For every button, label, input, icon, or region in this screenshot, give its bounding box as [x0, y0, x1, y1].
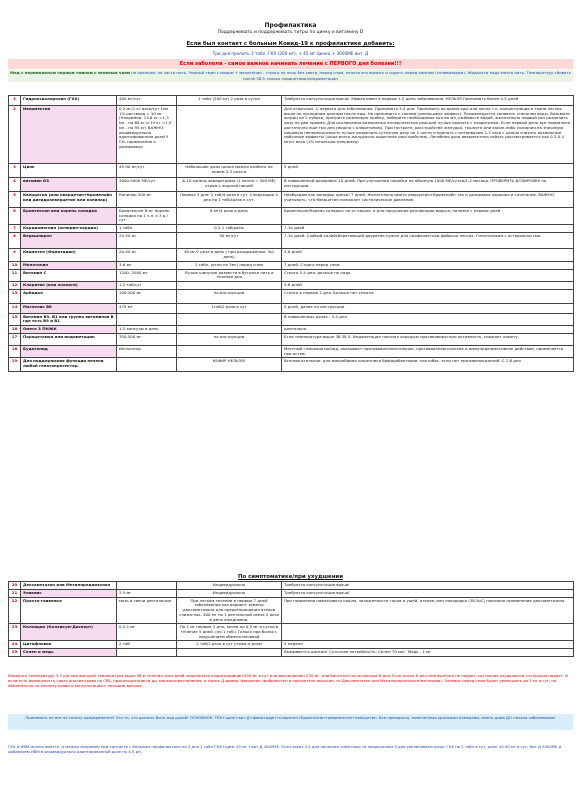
regimen-cell: 1таб/2 раза в сут	[177, 303, 282, 313]
drug-name: Квамател (Фамотидин)	[21, 249, 117, 261]
row-number: 11	[9, 269, 21, 281]
row-number: 9	[9, 249, 21, 261]
regimen-cell: Лучше шипучие развести в бутылке пить в течении дня	[177, 269, 282, 281]
regimen-cell	[177, 649, 282, 657]
regimen-cell	[177, 326, 282, 334]
note-cell: 5-6 дней	[282, 281, 574, 289]
regimen-cell: 8 мг/4 раза в день	[177, 208, 282, 225]
note-cell: Требуется консультация врача!	[282, 590, 574, 598]
drug-name: Цитофлавин	[21, 641, 117, 649]
row-number: 22	[9, 597, 21, 624]
table-row	[9, 582, 574, 590]
row-number: 5	[9, 192, 21, 208]
row-number: 18	[9, 346, 21, 358]
note-cell: 7 дней. Строго перед сном	[282, 261, 574, 269]
regimen-cell	[177, 346, 282, 358]
dose-cell: 475 мг	[117, 303, 177, 313]
dose-cell: 2.5 мг	[117, 590, 177, 598]
regimen-cell: 1 табл (200 мг) 2 раза в сутки	[177, 96, 282, 106]
page-subtitle: Поддерживать и поддерживать титры по цинку и витамину D	[217, 30, 364, 35]
row-number: 23	[9, 624, 21, 641]
note-cell: 7-10 дней	[282, 225, 574, 233]
note-cell: Бромгексин/Корень солодки: не от кашля, а для нарушения репликации вируса, полезен с первых дней	[282, 208, 574, 225]
dose-cell: 100-200 мг	[117, 289, 177, 303]
tea-note-text: не крепким, но часто пить. Черный тмин с медом + мелатонин - строго на ночь без света, перед сном, нельзя его выпить и сидеть перед компом (телевизором). Жидкости надо много пить. Температуру сбивать после 38.5 только парацетамол/индометацин	[131, 70, 571, 81]
row-number: 10	[9, 261, 21, 269]
contact-protocol-note: ГКХ и ИВМ можно вместе. А можно например при контакте с больным профилактика на 3 дня 1 табл ГКХ+цинк 45 мг +вит Д 4000МЕ. Если через 3-4 дня начались симптомы то продолжаем 3 дня увеличиваем дозы: ГКХ по 2 табл в сут, цинк 45-90 мг в сут, Вит.Д 5000МЕ и добавляем ИВМ в индивидуально адаптированной дозе на 4-5 дн.	[8, 744, 562, 754]
table-row	[9, 313, 574, 325]
regimen-cell: Первые 3 дня: 2 таб/4 раза в сут. Следующие 4 дня по 1 таб/4раза в сут.	[177, 192, 282, 208]
table-row	[9, 225, 574, 233]
tea-note-lead: Мед с перемолотым черным тмином с зеленым чаем	[10, 70, 131, 75]
regimen-cell: Индивидуально	[177, 590, 282, 598]
note-cell: В повышенной дозировке 10 дней. При улучшении перейти на обычную 1000 МЕ/сутки/1-2 месяца. ПРОВЕРИТЬ ДОЗИРОВКУ по инструкции	[282, 178, 574, 192]
table-row	[9, 208, 574, 225]
row-number: 20	[9, 582, 21, 590]
row-number: 8	[9, 233, 21, 249]
regimen-cell: 0,5-1 таб/день	[177, 225, 282, 233]
note-cell: 5 дней, далее по инструкции	[282, 303, 574, 313]
drug-name: Цинк	[21, 164, 117, 178]
table-row	[9, 649, 574, 657]
drug-name: Магнелис В6	[21, 303, 117, 313]
dose-cell: 20-40 мг	[117, 249, 177, 261]
row-number: 16	[9, 326, 21, 334]
note-cell: Для отвычных. С первого дня заболевания. Принимать 3-4 дня. Принимать во время еды или после т.к. концентрация в ткани легких выше по последним данным после еды. Не принимать с соками (уменьшают эффект). Рекомендуется запивать стаканом воды. Возьмите шприц на 2 кубика, протрите резиновую пробку, наберите необходимое кол-во мл, разбавьте водой, желательно первый раз разделить дозу на два приема. Для исключения возможных аллергических реакций лучше принять с кларитином. Если первый день все нормально достаточно еще три дня (можно с кларитином). При гастрите, расстройстве желудка, тошноте или какие-либо указания на значимую пищевую непереносимость лучше разделить суточную дозу на 2 части и принять с интервалом 2-3 часа с целью снизить возможные побочные эффекты (чаще всего желудочно-кишечные расстройства). Лечебная доза ивермектина сейчас рассматривается как 0.3-0.4 мг/кг веса (1% инъекции например)	[282, 106, 574, 164]
dose-cell: 3-6 мг	[117, 261, 177, 269]
table-row	[9, 178, 574, 192]
drug-name: Кардиомагнил (аспирин-кардио)	[21, 225, 117, 233]
drug-name: Прохто-гливенол	[21, 597, 117, 624]
temperature-note: Измерять температуру 3-4 р/д при высокой температуре выше 38 в течении трех дней подключать кларитромицин 500 мг в сут или доксициклин 250 мг. или бисептол но не раньше 8 дня. Если после 8 дня температура не падает, состояние ухудшается, сатурация падает. И если есть возможность сдать анализ крови на СРБ, прокальцитонин и др. маркеры воспаления, а также Д-димер, ферритин, фибриноген и показатели высокие, то Дексаметазон или Метилпреднизолон(метипред). Эликвис перед сном будет уменьшать до 5 мг в сут, но обязательно по анализу крови и консультации с лечащим врачом.	[8, 673, 568, 688]
row-number: 17	[9, 334, 21, 346]
dose-cell	[117, 582, 177, 590]
dose-cell: 0,5-1 мг	[117, 624, 177, 641]
note-cell: При появлении навязчивого кашля, заложенности горла и ушей, отеков, или лихорадке (38,5оС) показано применение дексаметазона	[282, 597, 574, 624]
table-row	[9, 326, 574, 334]
regimen-cell: По 1 мг первые 3 дня, затем по 0,5 мг в сутки в течение 5 дней. (по 1 таб.) Только при болях с нарушением обмена мочевой	[177, 624, 282, 641]
drug-name: витамин D3	[21, 178, 117, 192]
row-number: 3	[9, 164, 21, 178]
note-cell	[282, 624, 574, 641]
dose-cell: мазь и свечи ректальные	[117, 597, 177, 624]
regimen-cell: 50 мг/сут	[177, 233, 282, 249]
row-number: 25	[9, 649, 21, 657]
table-row	[9, 641, 574, 649]
row-number: 1	[9, 96, 21, 106]
drug-name: Омега 3 ПНЖК	[21, 326, 117, 334]
row-number: 21	[9, 590, 21, 598]
essentials-box: Принимать не все по списку одновременно! Это то, что должно быть под рукой! ОСНОВНОЕ: ГКХ+цинк+вит.Д+фамотидин+кларитин+бромгексин+ивермектин+кверцетин. Все препараты, помеченные красными номерами, иметь дома ДО начала заболевания!	[8, 714, 573, 730]
drug-name: Витамин С	[21, 269, 117, 281]
row-number: 4	[9, 178, 21, 192]
dose-cell: 400 мг/сут	[117, 96, 177, 106]
note-cell: Местный глюкокортикоид, оказывает противовоспалительное, противоаллергическое и иммунодепрессивное действие, применяется при астме.	[282, 346, 574, 358]
note-cell: Строго в первые 2 дня. Больше нет смысла	[282, 289, 574, 303]
early-treatment-warning: Если заболели - самое важное начинать лечение с ПЕРВОГО дня болезни!!!	[8, 59, 573, 69]
dose-cell: 1-2 капсулы в день	[117, 326, 177, 334]
table-row	[9, 164, 574, 178]
note-cell: Строго 3-4 дня: дольше не надо	[282, 269, 574, 281]
contact-instruction: Три дня пропить 1 табл. ГКХ (200 мг), + 45 мг Цинка + 3000МЕ вит. Д	[212, 51, 369, 56]
table-row	[9, 281, 574, 289]
note-cell: Вспомогательное: для микробиома кишечника бифидобактерии, лактобак. если нет противопоказаний. С 7-8 дня	[282, 358, 574, 372]
drug-name: Дексаметазон или Метилпреднизолон	[21, 582, 117, 590]
note-cell: Вымывается цинком! Суточная потребность: Селен 70 мкг, Медь - 1 мг	[282, 649, 574, 657]
regimen-cell	[177, 106, 282, 164]
table-row	[9, 261, 574, 269]
table-row	[9, 192, 574, 208]
note-cell: 2 недели	[282, 641, 574, 649]
dose-cell: Капилар 500 мг	[117, 192, 177, 208]
dose-cell	[117, 649, 177, 657]
note-cell: 5-6 дней	[282, 249, 574, 261]
table-row	[9, 358, 574, 372]
dose-cell	[117, 313, 177, 325]
table-row	[9, 590, 574, 598]
symptomatic-table	[8, 581, 574, 657]
symptomatic-heading: По симптоматике/при ухудшении	[237, 574, 343, 580]
regimen-cell: по инструкции	[177, 289, 282, 303]
regimen-cell	[177, 281, 282, 289]
dose-cell	[117, 358, 177, 372]
regimen-cell: 40 мг/2 раза в день ( при раздражении- 3р/день)	[177, 249, 282, 261]
note-cell: Требуется консультация врача!	[282, 582, 574, 590]
regimen-cell: 2 табл. (если по 3мг) перед сном	[177, 261, 282, 269]
dose-cell: 25-50 мг	[117, 233, 177, 249]
table-row	[9, 96, 574, 106]
dose-cell: 1200- 2000 мг	[117, 269, 177, 281]
table-row	[9, 624, 574, 641]
table-row	[9, 233, 574, 249]
regimen-cell: по инструкции	[177, 334, 282, 346]
prophylaxis-table	[8, 95, 574, 372]
regimen-cell: Индивидуально	[177, 582, 282, 590]
note-cell: Необходим как ионофор цинка! 7 дней. Желательно иметь кверцетин+бромелайн так и дозировка хорошая и сочетание. ВАЖНО учитывать, что Кверцетин понижает систолическое давление.	[282, 192, 574, 208]
tea-note	[8, 70, 573, 82]
drug-name: Селен и медь	[21, 649, 117, 657]
table-row	[9, 249, 574, 261]
drug-name: Колхицин (Колхикум-Дисперт)	[21, 624, 117, 641]
table-row	[9, 303, 574, 313]
regimen-cell: КЕФИР НЕЛЬЗЯ!	[177, 358, 282, 372]
drug-name: Бромгексин или корень солодки	[21, 208, 117, 225]
note-cell: В повышенных дозах - 3-4 дня	[282, 313, 574, 325]
dose-cell: 1 табл	[117, 225, 177, 233]
regimen-cell: 6-10 капель аквадетрима (1 капля = 500 МЕ) утром с жирной пищей	[177, 178, 282, 192]
row-number: 2	[9, 106, 21, 164]
row-number: 24	[9, 641, 21, 649]
note-cell: 7-10 дней. Слабый калийсберегающий диуретик,нужен для профилактики фиброза легких. Гипотоникам с осторожностью.	[282, 233, 574, 249]
contact-heading: Если был контакт с больным Ковид-19 к профилактике добавить:	[186, 41, 395, 47]
row-number: 7	[9, 225, 21, 233]
drug-name: Мелатонин	[21, 261, 117, 269]
note-cell: Требуется консультация врача! Эффективен в первые 1-5 день заболевания. НЕЛЬЗЯ Принимать более 4-5 дней	[282, 96, 574, 106]
note-cell: длительно	[282, 326, 574, 334]
regimen-cell: 2 таб/2 раза в сут утром и днем	[177, 641, 282, 649]
drug-name: Витамин В9, В1 или группа витаминов В где есть В9 и В1	[21, 313, 117, 325]
dose-cell: 2 таб	[117, 641, 177, 649]
drug-name: Кларитин (или аналоги)	[21, 281, 117, 289]
drug-name: Парацетамол или индометацин	[21, 334, 117, 346]
regimen-cell: Небольшие дозы цинка можно разбить на прием 2-3 раза в	[177, 164, 282, 178]
dose-cell: 3000-5000 МЕ/сут	[117, 178, 177, 192]
drug-name: Ивермектин	[21, 106, 117, 164]
row-number: 12	[9, 281, 21, 289]
drug-name: Гидроксихлорохин (ГХХ)	[21, 96, 117, 106]
drug-name: Кверцетин (или кверцетин+бромелайн или дигидрокверцетин или капилар)	[21, 192, 117, 208]
dose-cell: Бромгексин 8 мг Корень солодки по 1 ч.л. х 3 р./сут.	[117, 208, 177, 225]
note-cell: Если температура выше 38.38.5. Индометацин показал хорошую противовирусную активность, снижает ломоту.	[282, 334, 574, 346]
drug-name: Арбидол	[21, 289, 117, 303]
drug-name: Эликвис	[21, 590, 117, 598]
regimen-cell	[177, 313, 282, 325]
dose-cell: 1-2 таб/сут	[117, 281, 177, 289]
dose-cell: 0,2 мг/1 кг веса/сут 1мл 1% раствора = 10 мг (Например: 13,6 кг =1,3 мл - на 68 кг и 19 кг =1,9 мл - на 95 кг) ВАЖНО: индивидуально адаптированная доза!!! См. примечание о дозировках	[117, 106, 177, 164]
table-row	[9, 289, 574, 303]
note-cell: 5 дней	[282, 164, 574, 178]
row-number: 14	[9, 303, 21, 313]
drug-name: Для поддержания функции печени любой гепатопротектор.	[21, 358, 117, 372]
drug-name: Будесонид	[21, 346, 117, 358]
dose-cell: 350-500 мг	[117, 334, 177, 346]
table-row	[9, 334, 574, 346]
regimen-cell: При легком течении в первые 7 дней заболевания как вариант замены дексаметазона для предотвращения отеков слизистых. 400 мг по 1 ректальной свече 2 раза в день ежедневно.	[177, 597, 282, 624]
row-number: 6	[9, 208, 21, 225]
dose-cell: Ингалятор	[117, 346, 177, 358]
table-row	[9, 106, 574, 164]
row-number: 15	[9, 313, 21, 325]
table-row	[9, 346, 574, 358]
row-number: 13	[9, 289, 21, 303]
page-title: Профилактика	[264, 22, 317, 29]
table-row	[9, 269, 574, 281]
dose-cell: 45-90 мг/сут	[117, 164, 177, 178]
row-number: 19	[9, 358, 21, 372]
drug-name: Верошпирон	[21, 233, 117, 249]
table-row	[9, 597, 574, 624]
